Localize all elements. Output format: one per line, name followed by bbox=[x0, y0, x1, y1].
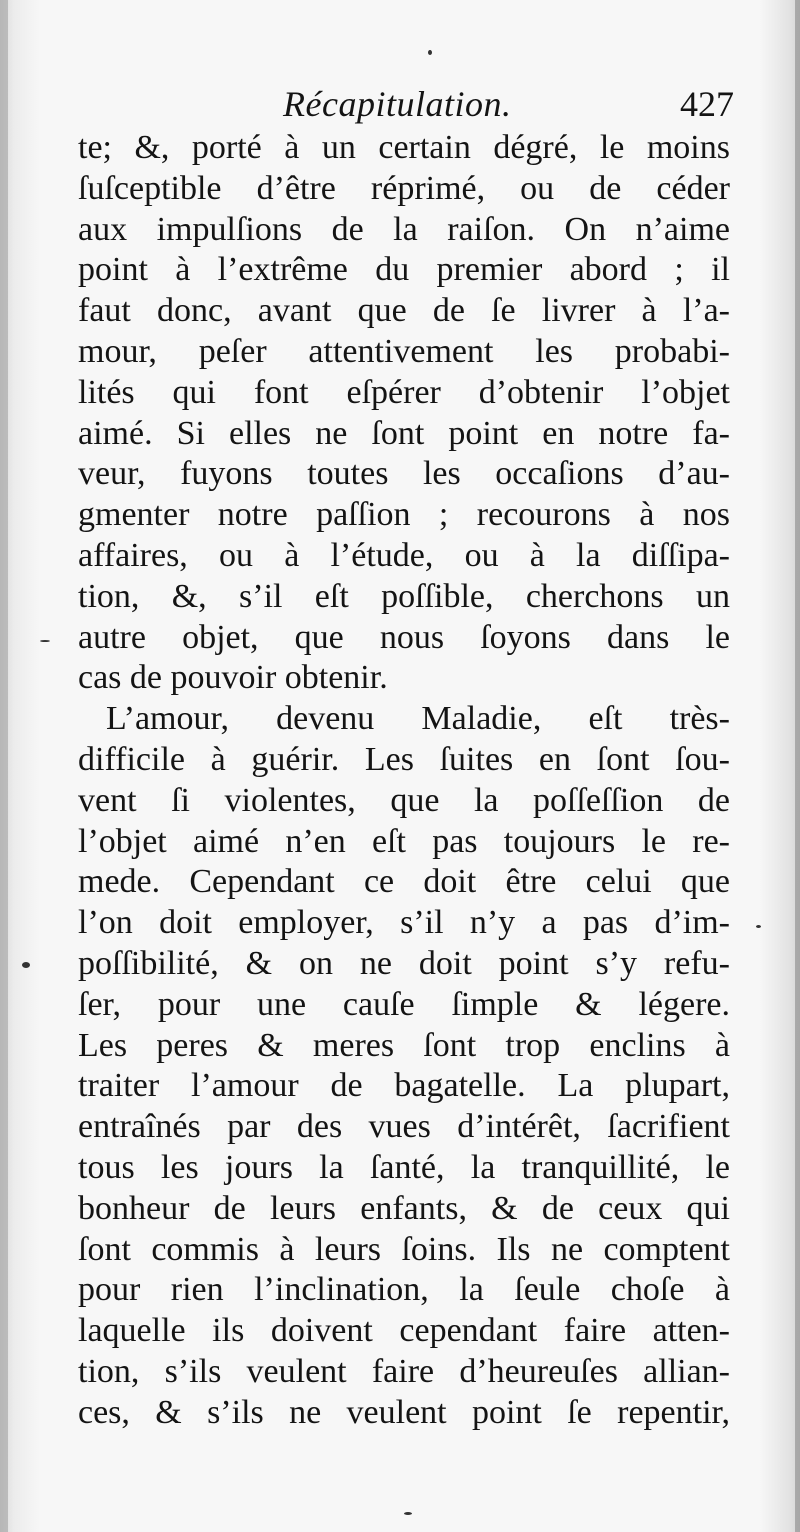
print-speck bbox=[404, 1512, 412, 1515]
page-gutter-shadow bbox=[0, 0, 8, 1532]
page-number: 427 bbox=[680, 84, 734, 124]
text-line: bonheur de leurs enfants, & de ceux qui bbox=[78, 1189, 730, 1227]
text-line: gmenter notre paſſion ; recourons à nos bbox=[78, 496, 730, 534]
running-title: Récapitulation. bbox=[283, 84, 512, 124]
text-line: poſſibilité, & on ne doit point s’y refu- bbox=[78, 944, 730, 982]
body-text bbox=[78, 128, 730, 1434]
text-line: aux impulſions de la raiſon. On n’aime bbox=[78, 210, 730, 248]
text-line: l’objet aimé n’en eſt pas toujours le re- bbox=[78, 822, 730, 860]
text-line: te; &, porté à un certain dégré, le moins bbox=[78, 129, 730, 166]
text-line: ſer, pour une cauſe ſimple & légere. bbox=[78, 985, 730, 1023]
page-edge-shadow bbox=[795, 0, 800, 1532]
text-line: aimé. Si elles ne ſont point en notre fa- bbox=[78, 414, 730, 452]
print-speck bbox=[428, 50, 432, 55]
text-line: traiter l’amour de bagatelle. La plupart, bbox=[78, 1067, 730, 1105]
text-line: mede. Cependant ce doit être celui que bbox=[78, 863, 730, 901]
text-line: lités qui font eſpérer d’obtenir l’objet bbox=[78, 373, 730, 411]
text-line: affaires, ou à l’étude, ou à la diſſipa- bbox=[78, 536, 730, 574]
text-line: mour, peſer attentivement les probabi- bbox=[78, 332, 730, 370]
text-line: L’amour, devenu Maladie, eſt très- bbox=[106, 700, 730, 738]
text-line: tion, &, s’il eſt poſſible, cherchons un bbox=[78, 577, 730, 615]
text-line: veur, fuyons toutes les occaſions d’au- bbox=[78, 455, 730, 493]
text-line: entraînés par des vues d’intérêt, ſacrifient bbox=[78, 1108, 730, 1146]
text-line: Les peres & meres ſont trop enclins à bbox=[78, 1026, 730, 1064]
text-line: vent ſi violentes, que la poſſeſſion de bbox=[78, 781, 730, 819]
text-line: difficile à guérir. Les ſuites en ſont ſou- bbox=[78, 740, 730, 778]
text-line: autre objet, que nous ſoyons dans le bbox=[78, 618, 730, 656]
text-line: tous les jours la ſanté, la tranquillité, le bbox=[78, 1148, 730, 1186]
text-line: faut donc, avant que de ſe livrer à l’a- bbox=[78, 292, 730, 330]
text-line: ſuſceptible d’être réprimé, ou de céder bbox=[78, 169, 730, 207]
text-line: ſont commis à leurs ſoins. Ils ne comptent bbox=[78, 1230, 730, 1268]
text-line: tion, s’ils veulent faire d’heureuſes allian- bbox=[78, 1352, 730, 1390]
text-line: point à l’extrême du premier abord ; il bbox=[78, 251, 730, 289]
print-speck bbox=[756, 925, 761, 928]
text-line: ces, & s’ils ne veulent point ſe repentir, bbox=[78, 1393, 730, 1431]
text-line: laquelle ils doivent cependant faire atten- bbox=[78, 1312, 730, 1350]
print-speck bbox=[40, 640, 50, 642]
page-header bbox=[78, 80, 738, 128]
text-line: l’on doit employer, s’il n’y a pas d’im- bbox=[78, 904, 730, 942]
text-line: pour rien l’inclination, la ſeule choſe à bbox=[78, 1271, 730, 1309]
print-speck bbox=[22, 962, 30, 968]
text-line: cas de pouvoir obtenir. bbox=[78, 659, 388, 697]
